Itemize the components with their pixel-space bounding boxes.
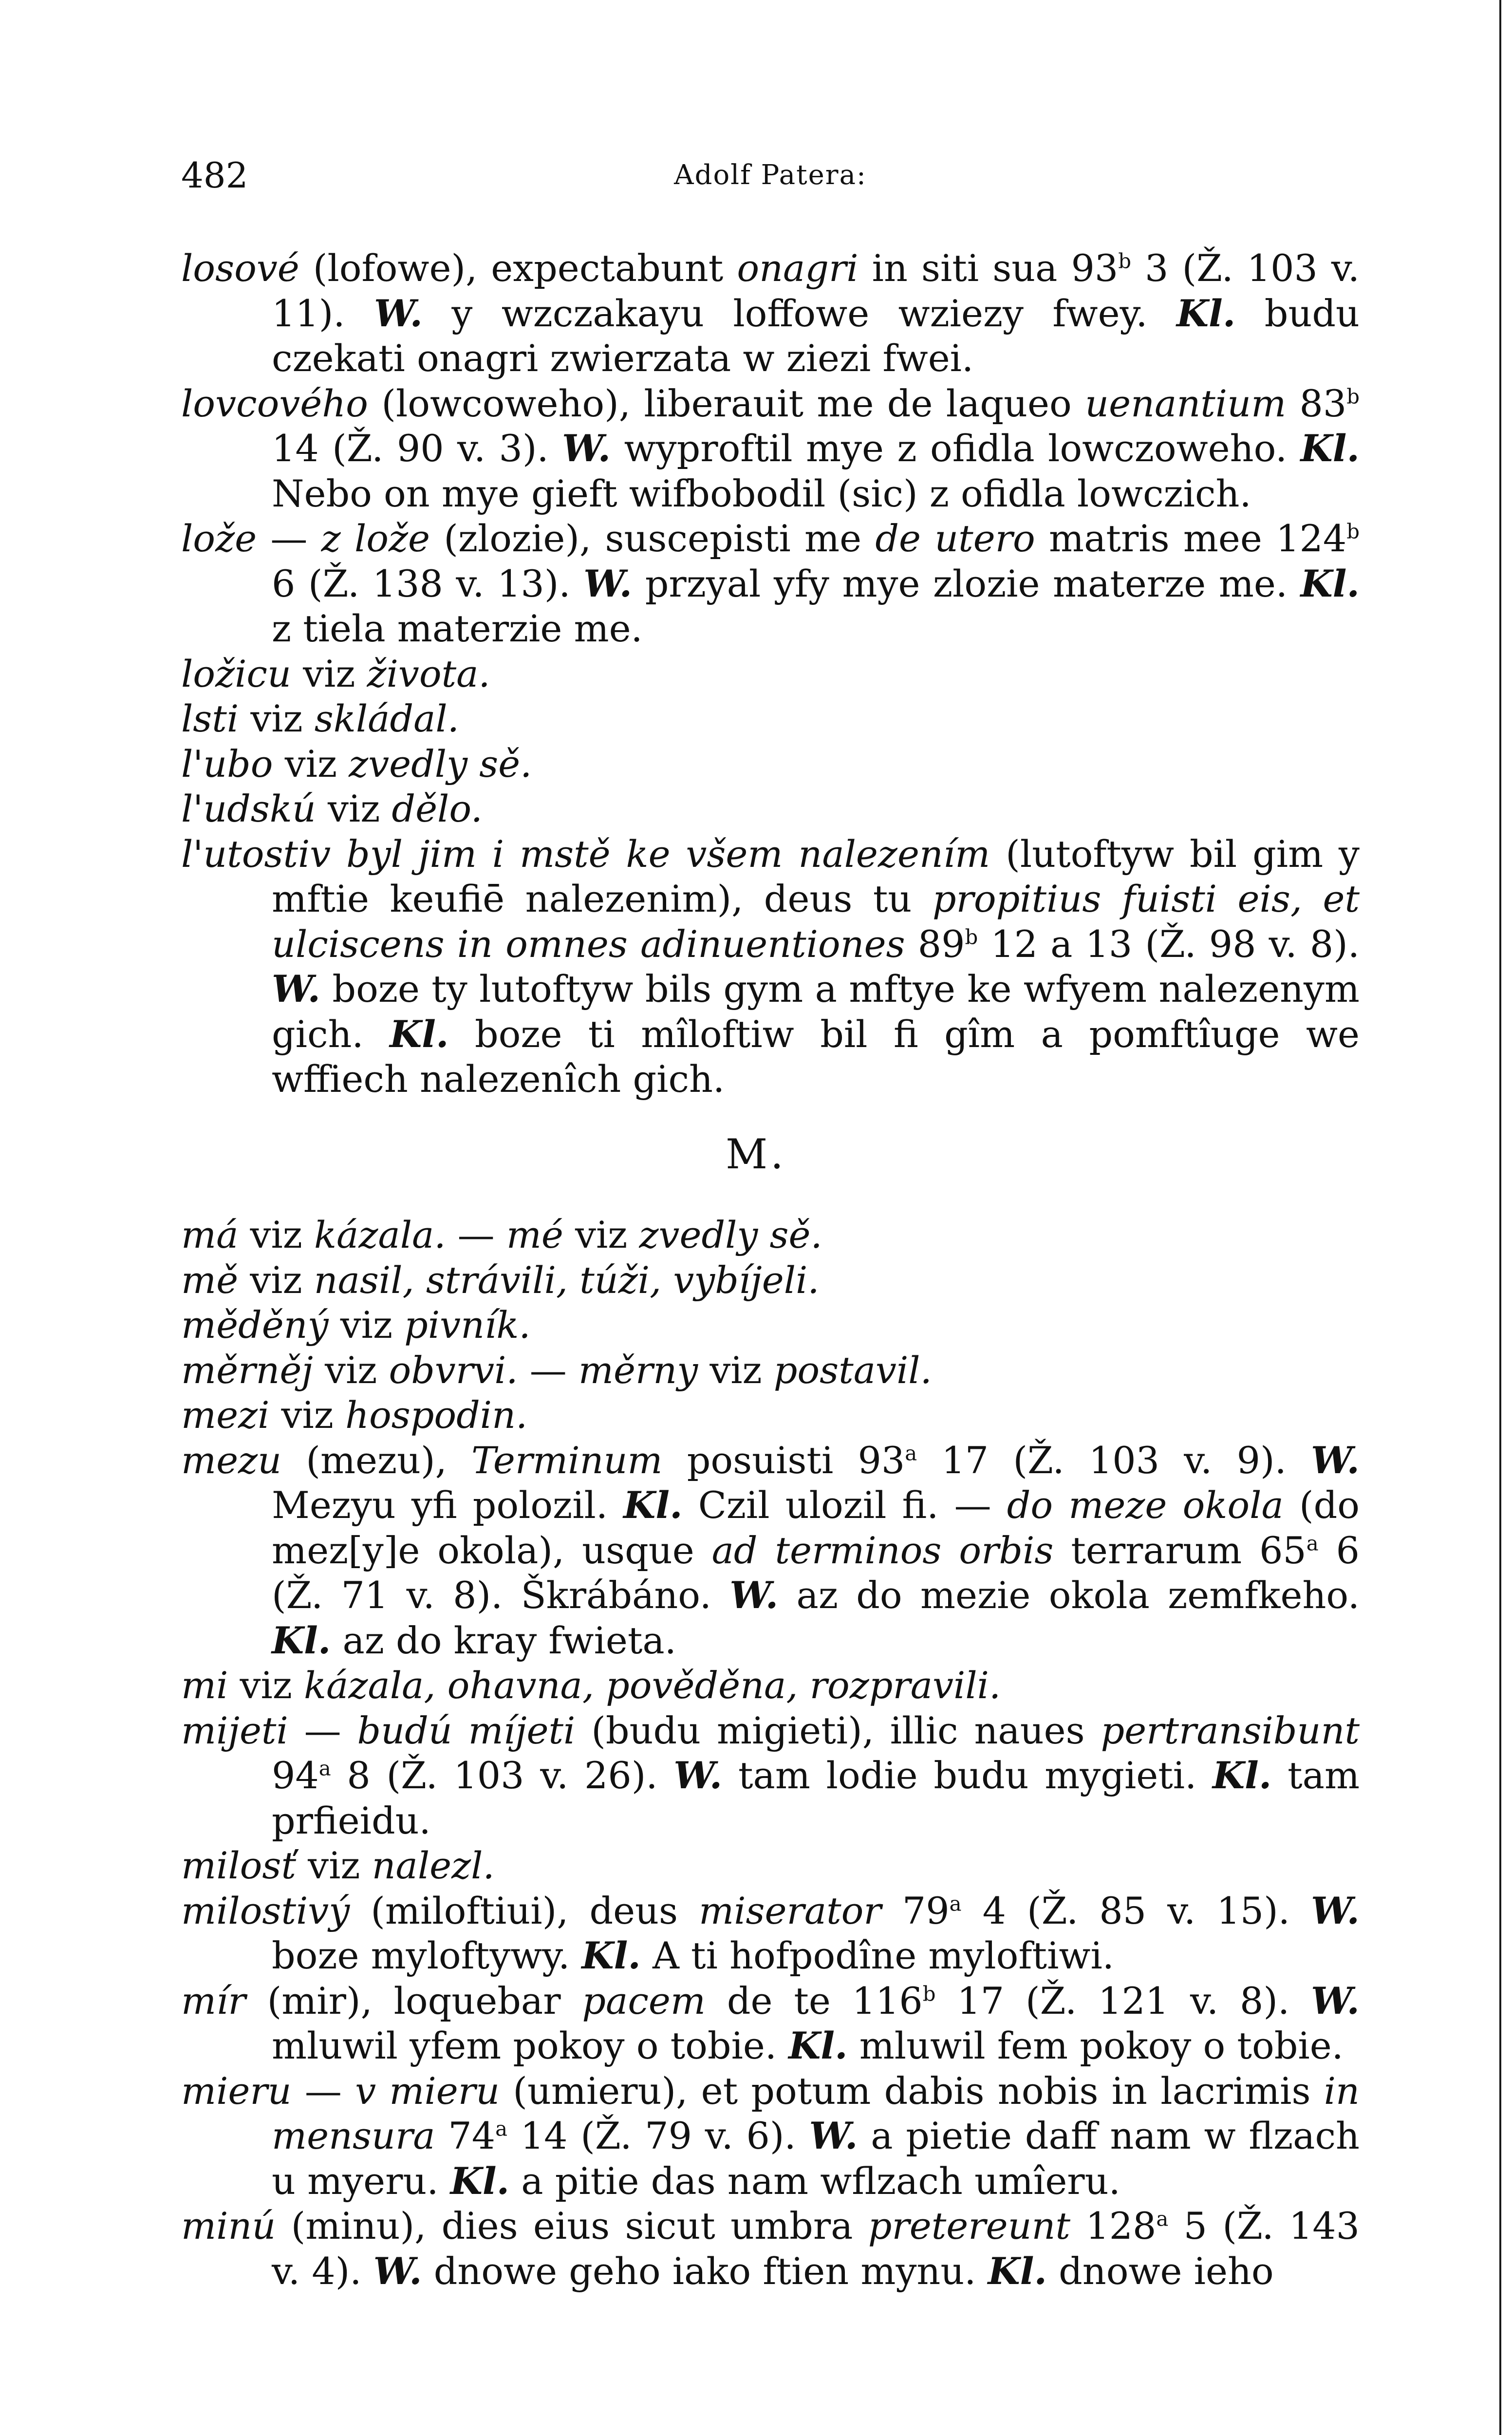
latin-term: de utero (875, 517, 1035, 560)
headword: l'ubo (181, 742, 273, 786)
headword: lovcového (181, 381, 368, 425)
entry-text: A ti hofpodîne myloftiwi. (640, 1934, 1114, 1977)
entry-text: az do mezie okola zemfkeho. (778, 1573, 1360, 1617)
entry-text: — (291, 2069, 355, 2113)
entry-text: z tiela materzie me. (272, 607, 643, 650)
entry-text: viz (316, 787, 392, 830)
folio-superscript: b (1346, 519, 1360, 543)
lemma-ref: v mieru (355, 2069, 500, 2113)
section-heading-letter: M. (726, 1130, 786, 1178)
dictionary-entry (181, 381, 1360, 517)
entries-block-bottom (181, 1213, 1360, 2294)
source-siglum: Kl. (1176, 291, 1236, 335)
lemma-ref: z lože (321, 517, 430, 560)
headword: lsti (181, 697, 239, 740)
headword: mezu (181, 1438, 282, 1482)
dictionary-entry (181, 1708, 1360, 1844)
source-siglum: Kl. (988, 2249, 1047, 2293)
dictionary-entry (181, 832, 1360, 1102)
headword: měrny (578, 1348, 698, 1392)
source-siglum: W. (1311, 1979, 1360, 2023)
headword: má (181, 1213, 239, 1256)
entry-text: Nebo on mye gieft wifbobodil (sic) z ofidla lowczich. (272, 471, 1251, 515)
entry-text: 4 (Ž. 85 v. 15). (961, 1889, 1311, 1932)
folio-superscript: a (949, 1892, 962, 1916)
folio-superscript: a (318, 1756, 331, 1780)
source-siglum: Kl. (450, 2159, 510, 2203)
source-siglum: W. (562, 427, 611, 470)
source-siglum: Kl. (390, 1012, 449, 1056)
entry-text: (lowcoweho), liberauit me de laqueo (368, 381, 1085, 425)
entry-text: in siti sua 93 (858, 246, 1119, 290)
headword: mír (181, 1979, 246, 2023)
headword: lože (181, 517, 257, 560)
folio-superscript: b (1118, 249, 1131, 273)
headword: ložicu (181, 652, 291, 695)
dictionary-entry (181, 516, 1360, 652)
headword: mé (506, 1213, 563, 1256)
lemma-ref: nalezl. (372, 1844, 495, 1887)
folio-superscript: b (922, 1982, 936, 2006)
entry-text: viz (238, 1258, 314, 1302)
entry-text: a pitie das nam wflzach umîeru. (509, 2159, 1120, 2203)
entry-text: — (288, 1708, 357, 1752)
entry-text: de te 116 (705, 1979, 923, 2023)
latin-term: Terminum (471, 1438, 663, 1482)
entry-text: dnowe geho iako ftien mynu. (422, 2249, 988, 2293)
source-siglum: Kl. (623, 1483, 683, 1527)
headword: mi (181, 1664, 228, 1707)
latin-term: pertransibunt (1101, 1708, 1360, 1752)
entry-text: Mezyu yfi polozil. (272, 1483, 624, 1527)
lemma-ref: hospodin. (345, 1393, 528, 1437)
entry-text: boze myloftywy. (272, 1934, 582, 1977)
dictionary-entry (181, 696, 1360, 742)
entry-text: boze ti mîloftiw bil fi gîm a pomftîuge we wffiech nalezenîch gich. (272, 1012, 1360, 1101)
entries-block-top (181, 246, 1360, 1102)
folio-superscript: a (905, 1441, 917, 1465)
entry-text: (lutoftyw bil gim y mftie keufiē nalezenim), deus tu (272, 832, 1360, 920)
entry-text: dnowe ieho (1046, 2249, 1274, 2293)
source-siglum: W. (272, 967, 320, 1011)
headword: mě (181, 1258, 239, 1302)
source-siglum: Kl. (1300, 562, 1360, 605)
entry-text: 94 (272, 1754, 319, 1797)
entry-text: 14 (Ž. 79 v. 6). (507, 2114, 809, 2157)
folio-superscript: a (1306, 1531, 1319, 1555)
entry-text: viz (313, 1348, 389, 1392)
lemma-ref: skládal. (314, 697, 459, 740)
entry-text: (miloftiui), deus (350, 1889, 699, 1932)
entry-text: viz (328, 1303, 405, 1347)
entry-text: (mezu), (281, 1438, 472, 1482)
dictionary-entry (181, 742, 1360, 787)
source-siglum: Kl. (1300, 427, 1360, 470)
dictionary-entry (181, 2204, 1360, 2294)
headword: milostivý (181, 1889, 350, 1932)
entry-text: 17 (Ž. 121 v. 8). (935, 1979, 1311, 2023)
lemma-ref: života. (367, 652, 490, 695)
dictionary-entry (181, 787, 1360, 832)
entry-text: mluwil yfem pokoy o tobie. (272, 2024, 789, 2067)
headword: milosť (181, 1844, 296, 1887)
dictionary-entry (181, 2069, 1360, 2204)
dictionary-entry (181, 1843, 1360, 1889)
lemma-ref: zvedly sě. (639, 1213, 822, 1256)
entry-text: viz (273, 742, 349, 786)
dictionary-entry (181, 652, 1360, 697)
entry-text: (do mez[y]e okola), usque (272, 1483, 1360, 1572)
dictionary-entry (181, 1889, 1360, 1979)
lemma-ref: dělo. (392, 787, 483, 830)
folio-superscript: b (965, 925, 978, 949)
source-siglum: Kl. (581, 1934, 641, 1977)
lemma-ref: obvrvi. (389, 1348, 518, 1392)
entry-text: viz (269, 1393, 345, 1437)
entry-text: (budu migieti), illic naues (575, 1708, 1101, 1752)
source-siglum: Kl. (272, 1618, 331, 1662)
entry-text: 14 (Ž. 90 v. 3). (272, 427, 562, 470)
entry-text: — (446, 1213, 506, 1256)
headword: l'udskú (181, 787, 316, 830)
latin-term: in mensura (272, 2069, 1360, 2157)
headword: l'utostiv byl jim i mstě ke všem nalezením (181, 832, 990, 876)
entry-text: (mir), loquebar (245, 1979, 582, 2023)
dictionary-entry (181, 1393, 1360, 1438)
lemma-ref: do meze okola (1007, 1483, 1284, 1527)
entry-text: 6 (Ž. 138 v. 13). (272, 562, 584, 605)
entry-text: (zlozie), suscepisti me (430, 517, 876, 560)
source-siglum: Kl. (788, 2024, 848, 2067)
entry-text: 5 (Ž. 143 v. 4). (272, 2204, 1360, 2293)
entry-text: 6 (Ž. 71 v. 8). Škrábáno. (272, 1528, 1360, 1617)
dictionary-entry (181, 1979, 1360, 2069)
dictionary-entry (181, 1258, 1360, 1303)
latin-term: uenantium (1085, 381, 1287, 425)
entry-text: viz (563, 1213, 639, 1256)
source-siglum: W. (373, 2249, 422, 2293)
entry-text: — (518, 1348, 579, 1392)
entry-text: mluwil fem pokoy o tobie. (847, 2024, 1344, 2067)
dictionary-entry (181, 1438, 1360, 1664)
lemma-ref: kázala. (314, 1213, 446, 1256)
latin-term: miserator (699, 1889, 881, 1932)
page-header (181, 149, 1360, 202)
source-siglum: W. (729, 1573, 779, 1617)
entry-text: (lofowe), expectabunt (299, 246, 737, 290)
entry-text: — (257, 517, 321, 560)
source-siglum: Kl. (1212, 1754, 1272, 1797)
source-siglum: W. (1311, 1889, 1360, 1932)
entry-text: 3 (Ž. 103 v. 11). (272, 246, 1360, 335)
entry-text: 128 (1070, 2204, 1157, 2248)
entry-text: 83 (1286, 381, 1347, 425)
headword: měrněj (181, 1348, 313, 1392)
entry-text: boze ty lutoftyw bils gym a mftye ke wfyem nalezenym gich. (272, 967, 1360, 1056)
entry-text: (minu), dies eius sicut umbra (276, 2204, 868, 2248)
entry-text: 79 (881, 1889, 950, 1932)
source-siglum: W. (583, 562, 633, 605)
entry-text: viz (291, 652, 367, 695)
lemma-ref: nasil, strávili, túži, vybíjeli. (314, 1258, 820, 1302)
entry-text: matris mee 124 (1035, 517, 1347, 560)
source-siglum: W. (1311, 1438, 1360, 1482)
dictionary-entry (181, 1213, 1360, 1258)
entry-text: az do kray fwieta. (331, 1618, 676, 1662)
entry-text: wyproftil mye z ofidla lowczoweho. (611, 427, 1301, 470)
folio-superscript: a (495, 2117, 507, 2141)
lemma-ref: kázala, ohavna, pověděna, rozpravili. (303, 1664, 1001, 1707)
entry-text: 8 (Ž. 103 v. 26). (331, 1754, 674, 1797)
headword: měděný (181, 1303, 329, 1347)
page-number: 482 (181, 155, 248, 196)
entry-text: a pietie daff nam w flzach u myeru. (272, 2114, 1360, 2203)
lemma-ref: pivník. (404, 1303, 531, 1347)
folio-superscript: b (1346, 384, 1360, 409)
entry-text: viz (228, 1664, 304, 1707)
lemma-ref: zvedly sě. (349, 742, 532, 786)
entry-text: budu czekati onagri zwierzata w ziezi fwei. (272, 291, 1360, 380)
dictionary-entry (181, 1663, 1360, 1708)
headword: minú (181, 2204, 276, 2248)
entry-text: tam prfieidu. (272, 1754, 1360, 1842)
folio-superscript: a (1156, 2207, 1169, 2231)
entry-text: y wzczakayu loffowe wziezy fwey. (422, 291, 1176, 335)
headword: losové (181, 246, 299, 290)
lemma-ref: postavil. (773, 1348, 932, 1392)
running-title: Adolf Patera: (674, 159, 867, 191)
source-siglum: W. (809, 2114, 858, 2157)
entry-text: przyal yfy mye zlozie materze me. (632, 562, 1301, 605)
entry-text: 17 (Ž. 103 v. 9). (917, 1438, 1311, 1482)
source-siglum: W. (373, 291, 423, 335)
headword: mijeti (181, 1708, 288, 1752)
headword: mezi (181, 1393, 270, 1437)
latin-term: onagri (737, 246, 859, 290)
entry-text: Czil ulozil fi. — (682, 1483, 1007, 1527)
dictionary-entry (181, 1303, 1360, 1348)
headword: mieru (181, 2069, 292, 2113)
dictionary-entry (181, 246, 1360, 381)
latin-term: ad terminos orbis (711, 1528, 1054, 1572)
entry-text: (umieru), et potum dabis nobis in lacrimis (500, 2069, 1324, 2113)
latin-term: propitius fuisti eis, et ulciscens in omnes adinuentiones (272, 877, 1360, 966)
entry-text: viz (698, 1348, 774, 1392)
latin-term: pacem (582, 1979, 706, 2023)
source-siglum: W. (673, 1754, 723, 1797)
entry-text: terrarum 65 (1053, 1528, 1307, 1572)
entry-text: viz (239, 697, 315, 740)
entry-text: 89 (905, 922, 965, 966)
entry-text: 12 a 13 (Ž. 98 v. 8). (978, 922, 1360, 966)
entry-text: posuisti 93 (662, 1438, 905, 1482)
latin-term: pretereunt (868, 2204, 1071, 2248)
entry-text: 74 (435, 2114, 496, 2157)
entry-text: tam lodie budu mygieti. (722, 1754, 1213, 1797)
page-edge-rule (1499, 0, 1501, 2435)
lemma-ref: budú míjeti (357, 1708, 576, 1752)
entry-text: viz (296, 1844, 372, 1887)
entry-text: viz (238, 1213, 314, 1256)
dictionary-entry (181, 1348, 1360, 1393)
